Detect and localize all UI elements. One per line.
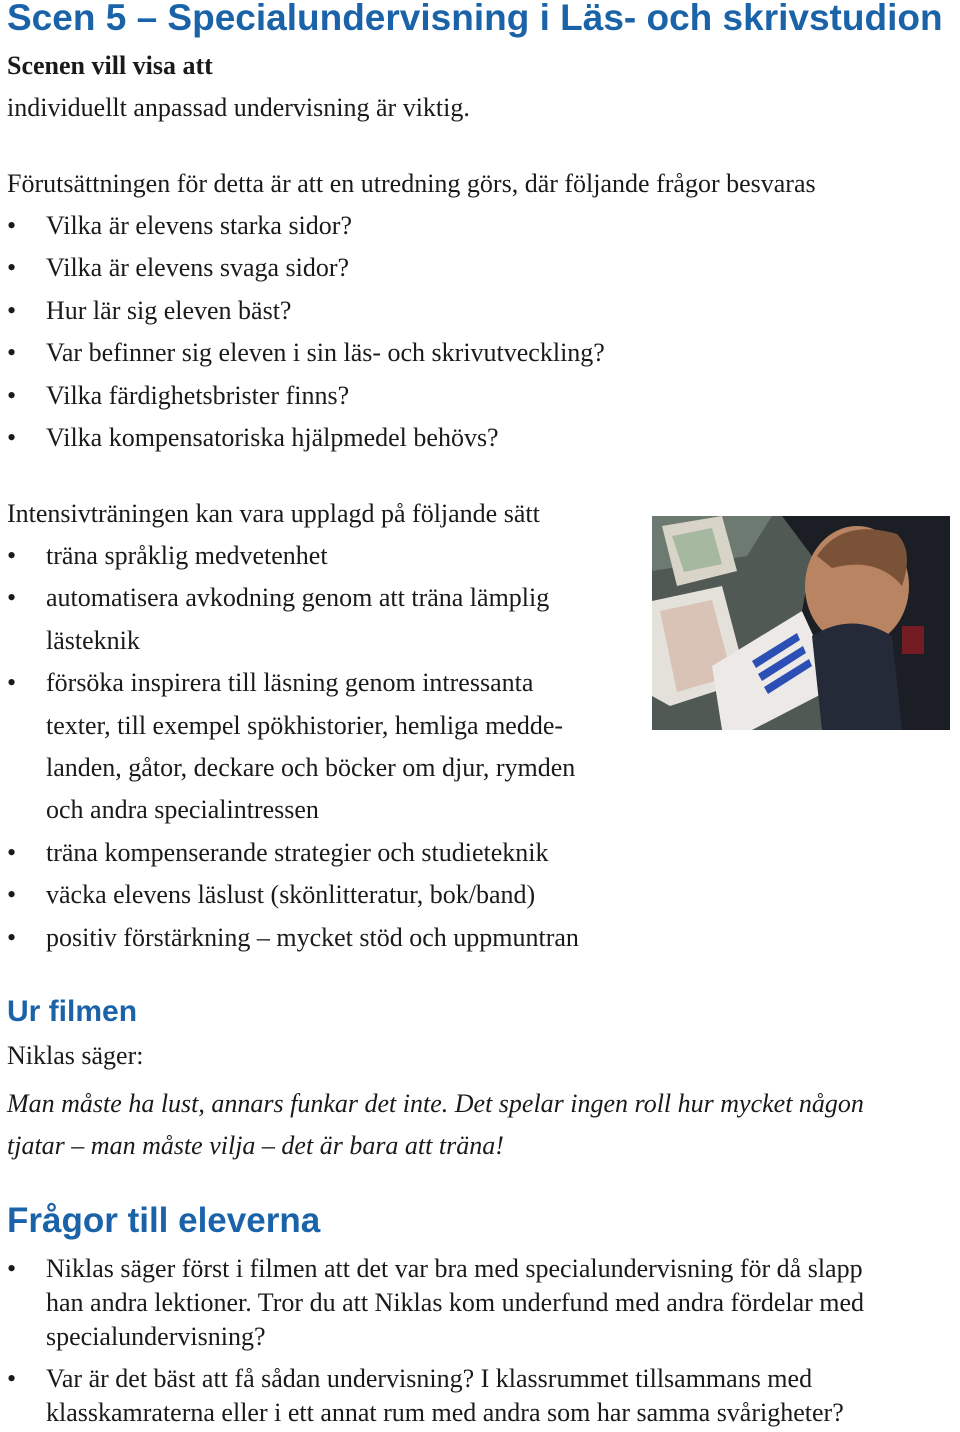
list-item-line: Niklas säger först i filmen att det var bra med specialundervisning för då slapp: [46, 1254, 863, 1283]
intro-text: individuellt anpassad undervisning är viktig.: [7, 93, 470, 122]
list-item-line: Var är det bäst att få sådan undervisning? I klassrummet tillsammans med: [46, 1364, 813, 1393]
list-item-line: och andra specialintressen: [46, 795, 319, 825]
page-title: Scen 5 – Specialundervisning i Läs- och skrivstudion: [7, 0, 943, 38]
intro-label: Scenen vill visa att: [7, 51, 213, 80]
film-quote: [7, 1083, 864, 1168]
prerequisite-lead: Förutsättningen för detta är att en utredning görs, där följande frågor besvaras: [7, 169, 816, 198]
list-item: [7, 832, 579, 874]
film-speaker: Niklas säger:: [7, 1041, 144, 1070]
film-heading: Ur filmen: [7, 995, 138, 1028]
list-item: [7, 917, 579, 959]
list-item: • Vilka är elevens svaga sidor?: [7, 247, 605, 289]
list-item: • Vilka färdighetsbrister finns?: [7, 375, 605, 417]
quote-line: tjatar – man måste vilja – det är bara att träna!: [7, 1131, 504, 1161]
list-item-line: väcka elevens läslust (skönlitteratur, bok/band): [46, 880, 536, 910]
list-item: [7, 1252, 864, 1354]
list-item: [7, 662, 579, 832]
list-item: [7, 535, 579, 577]
training-lead: Intensivträningen kan vara upplagd på följande sätt: [7, 499, 540, 528]
list-item: • Vilka kompensatoriska hjälpmedel behövs?: [7, 417, 605, 459]
training-list: [7, 535, 579, 959]
list-item-line: lästeknik: [46, 625, 140, 655]
list-item: [7, 874, 579, 916]
list-item: [7, 1362, 864, 1430]
list-item-line: försöka inspirera till läsning genom intressanta: [46, 668, 534, 698]
list-item-line: landen, gåtor, deckare och böcker om djur, rymden: [46, 753, 576, 783]
list-item-line: träna språklig medvetenhet: [46, 541, 328, 570]
list-item: • Vilka är elevens starka sidor?: [7, 205, 605, 247]
list-item: • Hur lär sig eleven bäst?: [7, 290, 605, 332]
list-item-line: automatisera avkodning genom att träna lämplig: [46, 583, 550, 613]
list-item-line: träna kompenserande strategier och studieteknik: [46, 837, 549, 867]
list-item-line: specialundervisning?: [46, 1322, 266, 1351]
prerequisite-list: [7, 205, 605, 459]
list-item: [7, 577, 579, 662]
quote-line: Man måste ha lust, annars funkar det inte. Det spelar ingen roll hur mycket någon: [7, 1089, 864, 1118]
student-reading-photo: [652, 516, 950, 730]
list-item-line: texter, till exempel spökhistorier, hemliga medde-: [46, 710, 564, 740]
list-item: • Var befinner sig eleven i sin läs- och skrivutveckling?: [7, 332, 605, 374]
photo-illustration: [652, 516, 950, 730]
list-item-line: positiv förstärkning – mycket stöd och uppmuntran: [46, 922, 579, 952]
list-item-line: han andra lektioner. Tror du att Niklas kom underfund med andra fördelar med: [46, 1288, 865, 1317]
questions-heading: Frågor till eleverna: [7, 1201, 321, 1240]
questions-list: [7, 1252, 864, 1430]
list-item-line: klasskamraterna eller i ett annat rum med andra som har samma svårigheter?: [46, 1398, 844, 1427]
